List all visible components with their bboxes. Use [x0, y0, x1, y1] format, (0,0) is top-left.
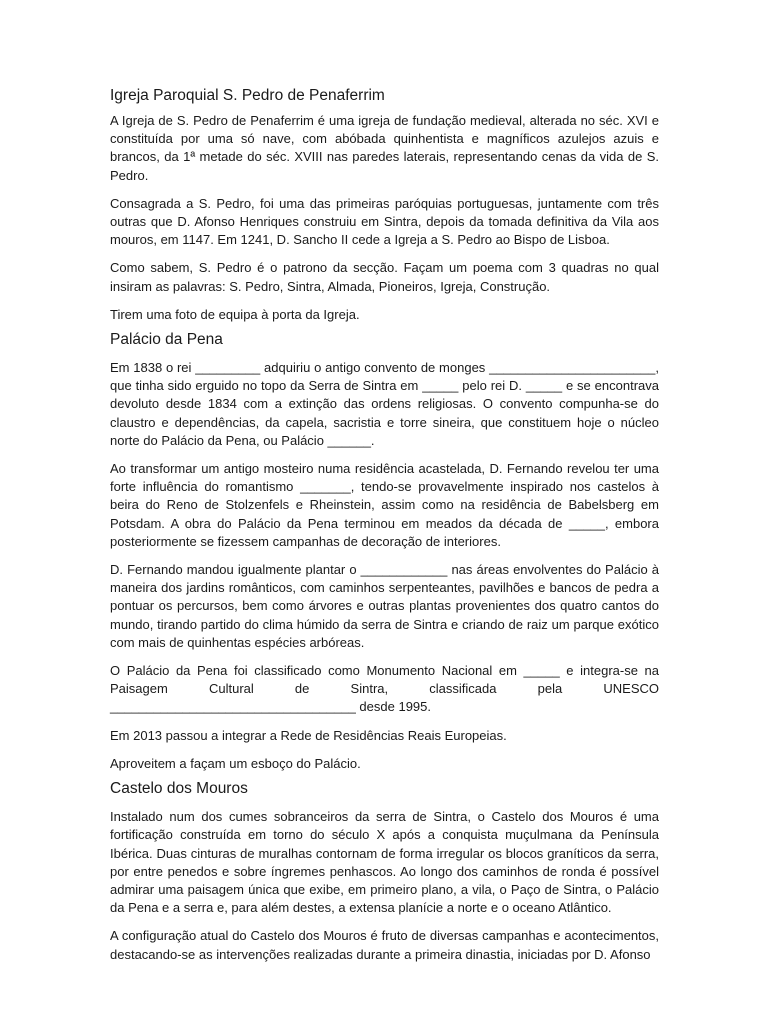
- section-heading-igreja: Igreja Paroquial S. Pedro de Penaferrim: [110, 87, 385, 104]
- paragraph: O Palácio da Pena foi classificado como Monumento Nacional em _____ e integra-se na Paisagem Cultural de Sintra, classificada pela UNESCO __________________________________ desde 1995.: [110, 663, 659, 715]
- section-heading-palacio: Palácio da Pena: [110, 331, 223, 349]
- paragraph: A configuração atual do Castelo dos Mouros é fruto de diversas campanhas e acontecimentos, destacando-se as intervenções realizadas durante a primeira dinastia, iniciadas por D. Afonso: [110, 928, 659, 962]
- paragraph: Em 2013 passou a integrar a Rede de Residências Reais Europeias.: [110, 727, 507, 743]
- paragraph: Em 1838 o rei _________ adquiriu o antigo convento de monges _______________________, que tinha sido erguido no topo da Serra de Sintra em _____ pelo rei D. _____ e se encontrava devoluto desde 1834 com a extinção das ordens religiosas. O convento compunha-se do claustro e dependências, da capela, sacristia e torre sineira, que constituem hoje o núcleo norte do Palácio da Pena, ou Palácio ______.: [110, 360, 659, 448]
- paragraph: Ao transformar um antigo mosteiro numa residência acastelada, D. Fernando revelou ter uma forte influência do romantismo _______, tendo-se provavelmente inspirado nos castelos à beira do Reno de Stolzenfels e Rheinstein, assim como na residência de Babelsberg em Potsdam. A obra do Palácio da Pena terminou em meados da década de _____, embora posteriormente se fizessem campanhas de decoração de interiores.: [110, 461, 659, 549]
- paragraph: Tirem uma foto de equipa à porta da Igreja.: [110, 306, 360, 322]
- paragraph: Aproveitem a façam um esboço do Palácio.: [110, 755, 361, 771]
- paragraph: Como sabem, S. Pedro é o patrono da secção. Façam um poema com 3 quadras no qual insiram as palavras: S. Pedro, Sintra, Almada, Pioneiros, Igreja, Construção.: [110, 260, 659, 294]
- paragraph: Instalado num dos cumes sobranceiros da serra de Sintra, o Castelo dos Mouros é uma fortificação construída em torno do século X após a conquista muçulmana da Península Ibérica. Duas cinturas de muralhas contornam de forma irregular os blocos graníticos da serra, por entre penedos e sobre íngremes penhascos. Ao longo dos caminhos de ronda é possível admirar uma paisagem única que exibe, em primeiro plano, a vila, o Paço de Sintra, o Palácio da Pena e a serra e, para além destes, a extensa planície a norte e o oceano Atlântico.: [110, 809, 659, 916]
- paragraph: Consagrada a S. Pedro, foi uma das primeiras paróquias portuguesas, juntamente com três outras que D. Afonso Henriques construiu em Sintra, depois da tomada definitiva da Vila aos mouros, em 1147. Em 1241, D. Sancho II cede a Igreja a S. Pedro ao Bispo de Lisboa.: [110, 195, 659, 248]
- paragraph: D. Fernando mandou igualmente plantar o ____________ nas áreas envolventes do Palácio à maneira dos jardins românticos, com caminhos serpenteantes, pavilhões e bancos de pedra a pontuar os percursos, bem como árvores e outras plantas provenientes dos quatro cantos do mundo, tirando partido do clima húmido da serra de Sintra e criando de raiz um parque exótico com mais de quinhentas espécies arbóreas.: [110, 562, 659, 650]
- paragraph: A Igreja de S. Pedro de Penaferrim é uma igreja de fundação medieval, alterada no séc. XVI e constituída por uma só nave, com abóbada quinhentista e magníficos azulejos azuis e brancos, da 1ª metade do séc. XVIII nas paredes laterais, representando cenas da vida de S. Pedro.: [110, 113, 659, 183]
- section-heading-castelo: Castelo dos Mouros: [110, 780, 248, 798]
